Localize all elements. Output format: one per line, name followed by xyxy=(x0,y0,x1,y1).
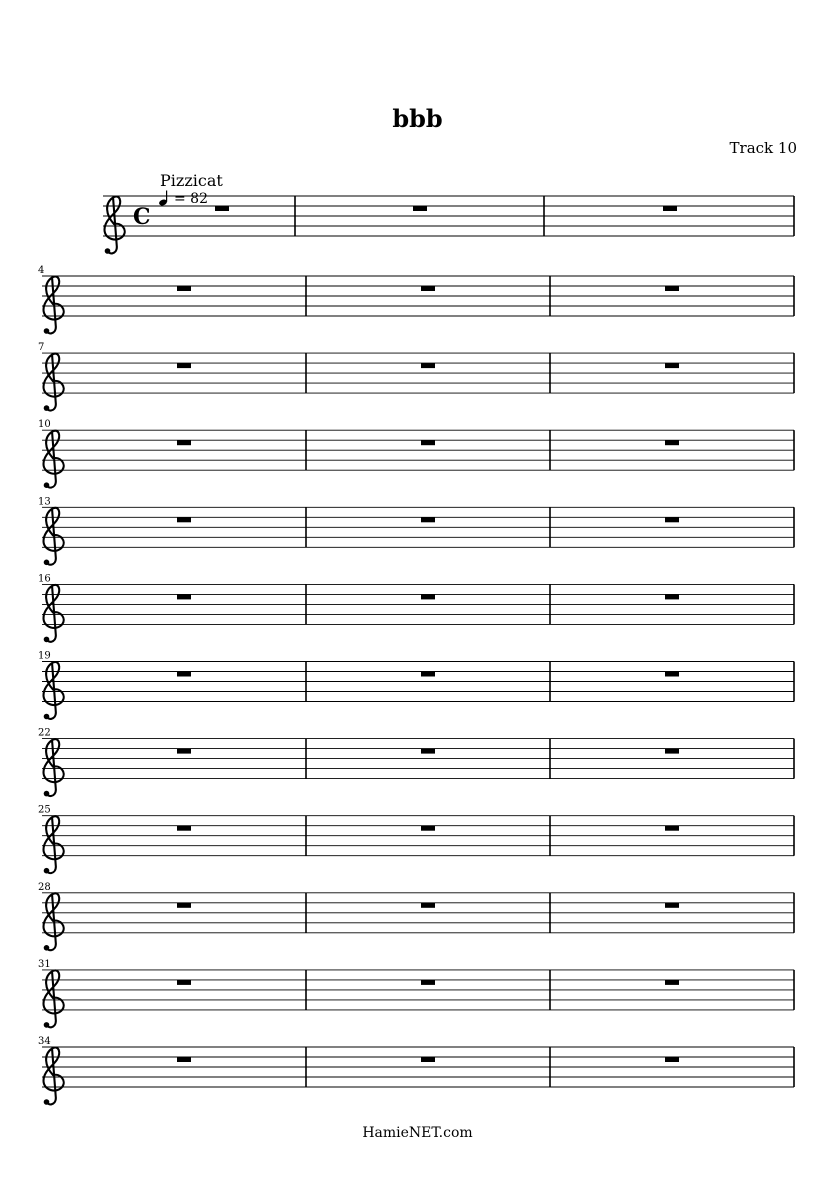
treble-clef-icon xyxy=(44,585,64,642)
treble-clef-icon xyxy=(44,816,64,873)
measure-number: 10 xyxy=(38,419,51,431)
whole-rest xyxy=(421,286,435,291)
staff-system xyxy=(38,805,794,874)
treble-clef-icon xyxy=(44,791,50,797)
treble-clef-icon xyxy=(44,508,64,565)
whole-rest xyxy=(177,594,191,599)
whole-rest xyxy=(665,440,679,445)
whole-rest xyxy=(663,206,677,211)
measure-number: 16 xyxy=(38,573,51,585)
whole-rest xyxy=(421,749,435,754)
measure-number: 19 xyxy=(38,650,51,662)
measure-number: 13 xyxy=(38,496,51,508)
whole-rest xyxy=(177,440,191,445)
time-signature: C xyxy=(133,204,151,230)
whole-rest xyxy=(177,286,191,291)
whole-rest xyxy=(665,980,679,985)
whole-rest xyxy=(215,206,229,211)
staff-system xyxy=(38,959,794,1028)
whole-rest xyxy=(665,826,679,831)
treble-clef-icon xyxy=(44,1047,64,1104)
composer-label: Track 10 xyxy=(729,139,797,157)
treble-clef-icon xyxy=(44,482,50,488)
whole-rest xyxy=(665,672,679,677)
treble-clef-icon xyxy=(44,276,64,333)
treble-clef-icon xyxy=(44,945,50,951)
whole-rest xyxy=(421,363,435,368)
whole-rest xyxy=(421,826,435,831)
whole-rest xyxy=(421,903,435,908)
whole-rest xyxy=(177,517,191,522)
treble-clef-icon xyxy=(44,970,64,1027)
whole-rest xyxy=(177,363,191,368)
treble-clef-icon xyxy=(44,328,50,334)
score-title: bbb xyxy=(392,104,443,133)
measure-number: 4 xyxy=(38,265,45,276)
staff-system xyxy=(38,265,794,334)
whole-rest xyxy=(421,980,435,985)
whole-rest xyxy=(665,1057,679,1062)
measure-number: 7 xyxy=(38,342,45,354)
measure-number: 28 xyxy=(38,881,51,893)
instrument-label: Pizzicat xyxy=(160,171,223,190)
measure-number: 31 xyxy=(38,958,51,970)
treble-clef-icon xyxy=(44,1099,50,1105)
staff-system xyxy=(38,728,794,797)
treble-clef-icon xyxy=(105,196,125,253)
treble-clef-icon xyxy=(44,354,64,411)
measure-number: 22 xyxy=(38,727,51,739)
whole-rest xyxy=(421,517,435,522)
whole-rest xyxy=(665,286,679,291)
whole-rest xyxy=(421,440,435,445)
measure-number: 34 xyxy=(38,1036,51,1047)
treble-clef-icon xyxy=(44,405,50,411)
whole-rest xyxy=(177,826,191,831)
treble-clef-icon xyxy=(44,868,50,874)
treble-clef-icon xyxy=(44,662,64,719)
staff-system xyxy=(38,342,794,411)
staff-system xyxy=(38,1036,794,1105)
whole-rest xyxy=(421,1057,435,1062)
treble-clef-icon xyxy=(44,714,50,720)
whole-rest xyxy=(665,363,679,368)
staff-system xyxy=(38,419,794,488)
whole-rest xyxy=(177,672,191,677)
whole-rest xyxy=(665,594,679,599)
whole-rest xyxy=(665,903,679,908)
staff-system xyxy=(38,882,794,951)
footer-site: HamieNET.com xyxy=(362,1125,473,1141)
whole-rest xyxy=(177,980,191,985)
treble-clef-icon xyxy=(44,739,64,796)
staff-system xyxy=(38,573,794,642)
treble-clef-icon xyxy=(44,637,50,643)
staff-system xyxy=(38,651,794,720)
whole-rest xyxy=(177,1057,191,1062)
whole-rest xyxy=(665,749,679,754)
whole-rest xyxy=(421,594,435,599)
whole-rest xyxy=(421,672,435,677)
whole-rest xyxy=(665,517,679,522)
treble-clef-icon xyxy=(44,431,64,488)
tempo-value: = 82 xyxy=(174,191,208,207)
whole-rest xyxy=(177,749,191,754)
measure-number: 25 xyxy=(38,804,51,816)
staff-system xyxy=(38,496,794,565)
treble-clef-icon xyxy=(44,893,64,950)
whole-rest xyxy=(413,206,427,211)
whole-rest xyxy=(177,903,191,908)
treble-clef-icon xyxy=(44,560,50,566)
treble-clef-icon xyxy=(105,248,111,254)
staff-system xyxy=(103,196,794,254)
treble-clef-icon xyxy=(44,1022,50,1028)
